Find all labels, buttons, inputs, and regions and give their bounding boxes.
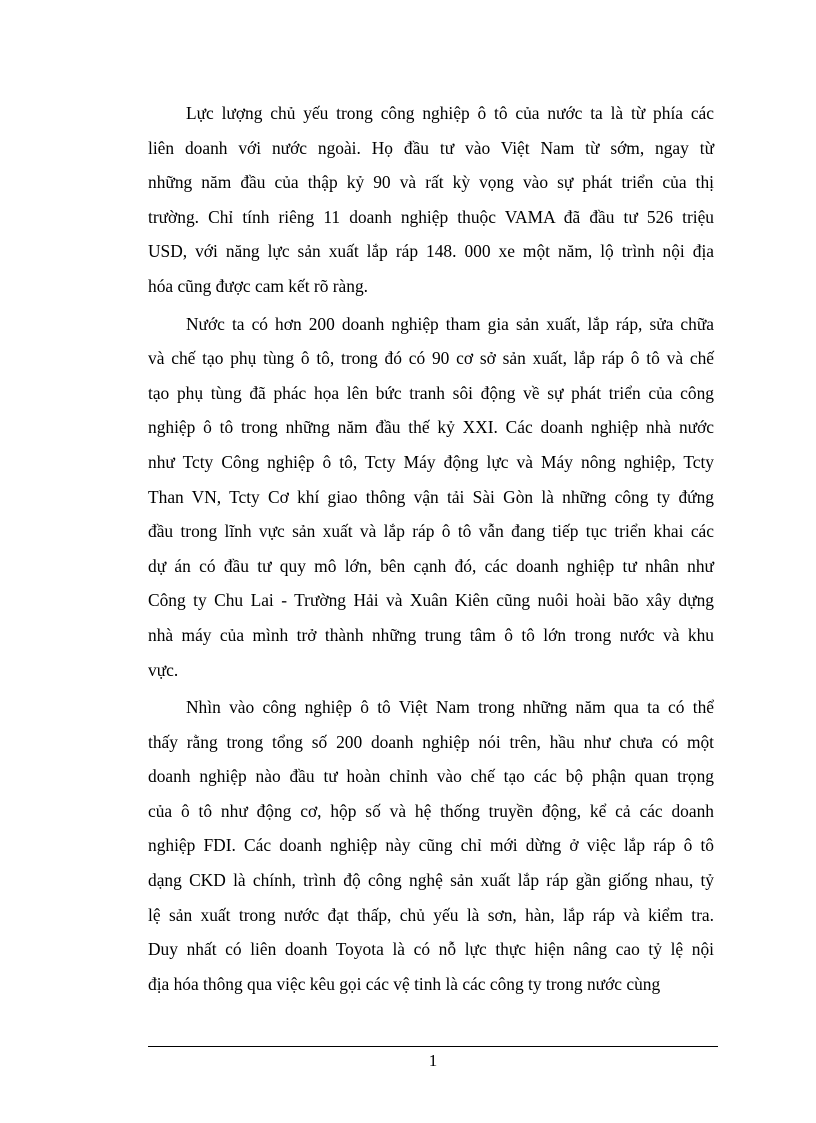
text-line: Nhìn vào công nghiệp ô tô Việt Nam trong những năm qua ta có thể <box>186 697 714 718</box>
text-line: địa hóa thông qua việc kêu gọi các vệ tinh là các công ty trong nước cùng <box>148 973 661 994</box>
text-line: Than VN, Tcty Cơ khí giao thông vận tải Sài Gòn là những công ty đứng <box>148 486 714 507</box>
text-line: đầu trong lĩnh vực sản xuất và lắp ráp ô tô vẫn đang tiếp tục triển khai các <box>148 521 714 542</box>
page-number: 1 <box>428 1051 438 1070</box>
text-line: nghiệp FDI. Các doanh nghiệp này cũng chỉ mới dừng ở việc lắp ráp ô tô <box>148 835 714 856</box>
text-line: như Tcty Công nghiệp ô tô, Tcty Máy động lực và Máy nông nghiệp, Tcty <box>148 451 714 472</box>
text-line: lệ sản xuất trong nước đạt thấp, chủ yếu là sơn, hàn, lắp ráp và kiểm tra. <box>148 904 714 925</box>
text-line: tạo phụ tùng đã phác họa lên bức tranh sôi động về sự phát triển của công <box>148 382 714 403</box>
paragraph-3 <box>148 690 714 1001</box>
paragraph-1 <box>148 96 714 304</box>
text-line: trường. Chỉ tính riêng 11 doanh nghiệp thuộc VAMA đã đầu tư 526 triệu <box>148 206 714 227</box>
text-line: Duy nhất có liên doanh Toyota là có nỗ lực thực hiện nâng cao tỷ lệ nội <box>148 939 714 960</box>
text-line: dự án có đầu tư quy mô lớn, bên cạnh đó, các doanh nghiệp tư nhân như <box>148 555 714 576</box>
text-line: và chế tạo phụ tùng ô tô, trong đó có 90 cơ sở sản xuất, lắp ráp ô tô và chế <box>148 348 714 369</box>
document-body <box>148 96 714 1001</box>
text-line: vực. <box>148 659 179 680</box>
text-line: thấy rằng trong tổng số 200 doanh nghiệp nói trên, hầu như chưa có một <box>148 731 714 752</box>
text-line: Lực lượng chủ yếu trong công nghiệp ô tô của nước ta là từ phía các <box>186 103 714 123</box>
footer-divider <box>148 1046 718 1047</box>
paragraph-2 <box>148 307 714 688</box>
text-line: hóa cũng được cam kết rõ ràng. <box>148 275 368 296</box>
text-line: Công ty Chu Lai - Trường Hải và Xuân Kiên cũng nuôi hoài bão xây dựng <box>148 590 714 611</box>
text-line: Nước ta có hơn 200 doanh nghiệp tham gia sản xuất, lắp ráp, sửa chữa <box>186 313 714 334</box>
text-line: USD, với năng lực sản xuất lắp ráp 148. 000 xe một năm, lộ trình nội địa <box>148 241 714 262</box>
text-line: dạng CKD là chính, trình độ công nghệ sản xuất lắp ráp gần giống nhau, tỷ <box>148 870 714 891</box>
text-line: nghiệp ô tô trong những năm đầu thế kỷ XXI. Các doanh nghiệp nhà nước <box>148 417 714 438</box>
text-line: nhà máy của mình trở thành những trung tâm ô tô lớn trong nước và khu <box>148 624 714 645</box>
text-line: của ô tô như động cơ, hộp số và hệ thống truyền động, kể cả các doanh <box>148 800 714 821</box>
text-line: doanh nghiệp nào đầu tư hoàn chỉnh vào chế tạo các bộ phận quan trọng <box>148 766 714 787</box>
text-line: những năm đầu của thập kỷ 90 và rất kỳ vọng vào sự phát triển của thị <box>148 172 714 193</box>
text-line: liên doanh với nước ngoài. Họ đầu tư vào Việt Nam từ sớm, ngay từ <box>148 137 714 158</box>
